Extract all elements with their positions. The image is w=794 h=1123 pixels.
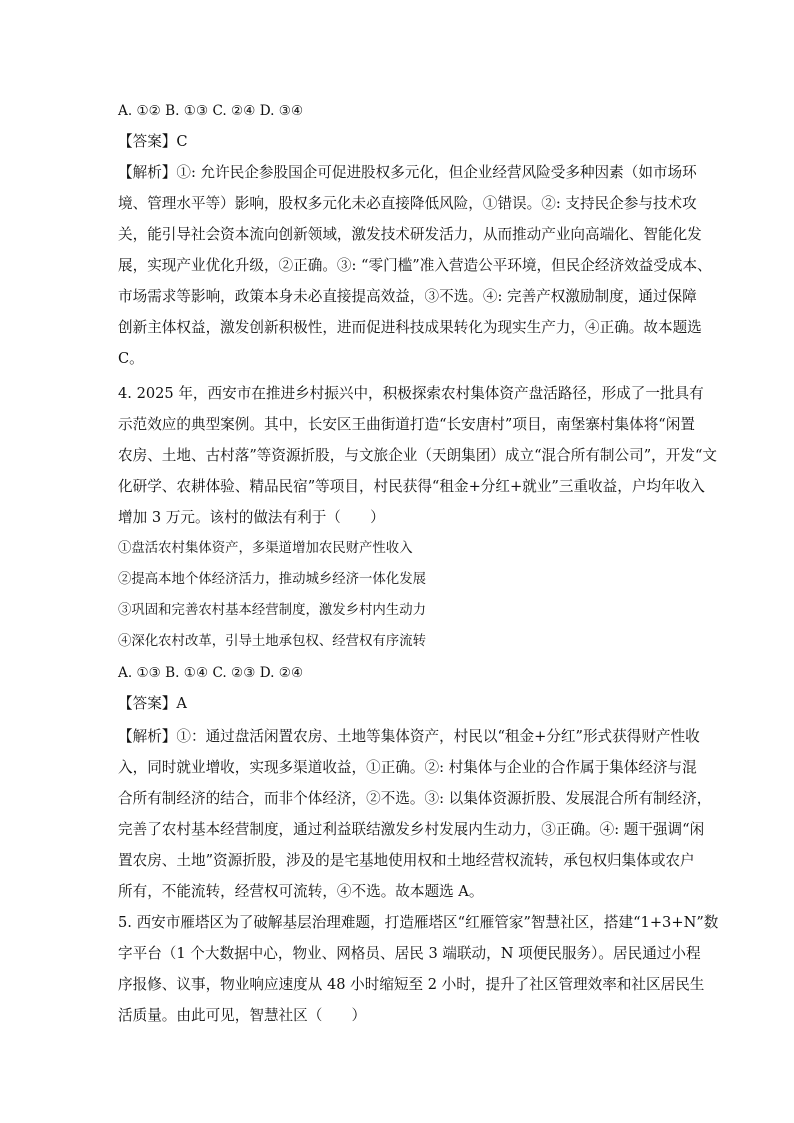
q4-stem-line: 化研学、农耕体验、精品民宿”等项目，村民获得“租金+分红+就业”三重收益，户均年收入	[118, 478, 705, 495]
q4-statement: ③巩固和完善农村基本经营制度，激发乡村内生动力	[118, 603, 426, 618]
q3-analysis-line: 【解析】①: 允许民企参股国企可促进股权多元化，但企业经营风险受多种因素（如市场环	[118, 164, 697, 181]
q4-analysis-line: 【解析】①：通过盘活闲置农房、土地等集体资产，村民以“租金+分红”形式获得财产性收	[118, 728, 700, 745]
q3-analysis-line: 展，实现产业优化升级，②正确。③: “零门槛”准入营造公平环境，但民企经济效益受成本、	[118, 257, 712, 274]
q3-analysis-line: 市场需求等影响，政策本身未必直接提高效益，③不选。④: 完善产权激励制度，通过保障	[118, 288, 697, 305]
q4-statement: ②提高本地个体经济活力，推动城乡经济一体化发展	[118, 572, 426, 587]
q4-options: A. ①③ B. ①④ C. ②③ D. ②④	[118, 665, 304, 681]
q4-statement: ①盘活农村集体资产，多渠道增加农民财产性收入	[118, 541, 413, 556]
q5-stem-line: 5. 西安市雁塔区为了破解基层治理难题，打造雁塔区“红雁管家”智慧社区，搭建“1+3+N”数	[118, 914, 719, 931]
q3-analysis-line: 创新主体权益，激发创新积极性，进而促进科技成果转化为现实生产力，④正确。故本题选	[118, 319, 702, 336]
q4-analysis-line: 完善了农村基本经营制度，通过利益联结激发乡村发展内生动力，③正确。④: 题干强调“闲	[118, 821, 705, 838]
q5-stem-line: 活质量。由此可见，智慧社区（ ）	[118, 1007, 367, 1024]
q4-statement: ④深化农村改革，引导土地承包权、经营权有序流转	[118, 634, 426, 649]
q3-analysis-line: 关，能引导社会资本流向创新领域，激发技术研发活力，从而推动产业向高端化、智能化发	[118, 226, 702, 243]
q4-answer: 【答案】A	[118, 695, 187, 712]
q3-answer: 【答案】C	[118, 133, 188, 150]
q3-options: A. ①② B. ①③ C. ②④ D. ③④	[118, 103, 304, 119]
q4-analysis-line: 合所有制经济的结合，而非个体经济，②不选。③: 以集体资源折股、发展混合所有制经济，	[118, 790, 712, 807]
q3-analysis-line: C。	[118, 350, 144, 367]
q5-stem-line: 序报修、议事，物业响应速度从 48 小时缩短至 2 小时，提升了社区管理效率和社区居民生	[118, 976, 705, 993]
q4-stem-line: 示范效应的典型案例。其中，长安区王曲街道打造“长安唐村”项目，南堡寨村集体将“闲置	[118, 416, 695, 433]
q4-stem-line: 增加 3 万元。该村的做法有利于（ ）	[118, 509, 385, 526]
q4-analysis-line: 所有，不能流转，经营权可流转，④不选。故本题选 A。	[118, 883, 484, 900]
q4-stem-line: 农房、土地、古村落”等资源折股，与文旅企业（天朗集团）成立“混合所有制公司”，开发“文	[118, 447, 718, 464]
q5-stem-line: 字平台（1 个大数据中心，物业、网格员、居民 3 端联动，N 项便民服务）。居民通过小程	[118, 945, 701, 962]
q4-stem-line: 4. 2025 年，西安市在推进乡村振兴中，积极探索农村集体资产盘活路径，形成了一批具有	[118, 385, 704, 402]
q4-analysis-line: 入，同时就业增收，实现多渠道收益，①正确。②: 村集体与企业的合作属于集体经济与混	[118, 759, 697, 776]
q4-analysis-line: 置农房、土地”资源折股，涉及的是宅基地使用权和土地经营权流转，承包权归集体或农户	[118, 852, 695, 869]
q3-analysis-line: 境、管理水平等）影响，股权多元化未必直接降低风险，①错误。②: 支持民企参与技术攻	[118, 195, 697, 212]
